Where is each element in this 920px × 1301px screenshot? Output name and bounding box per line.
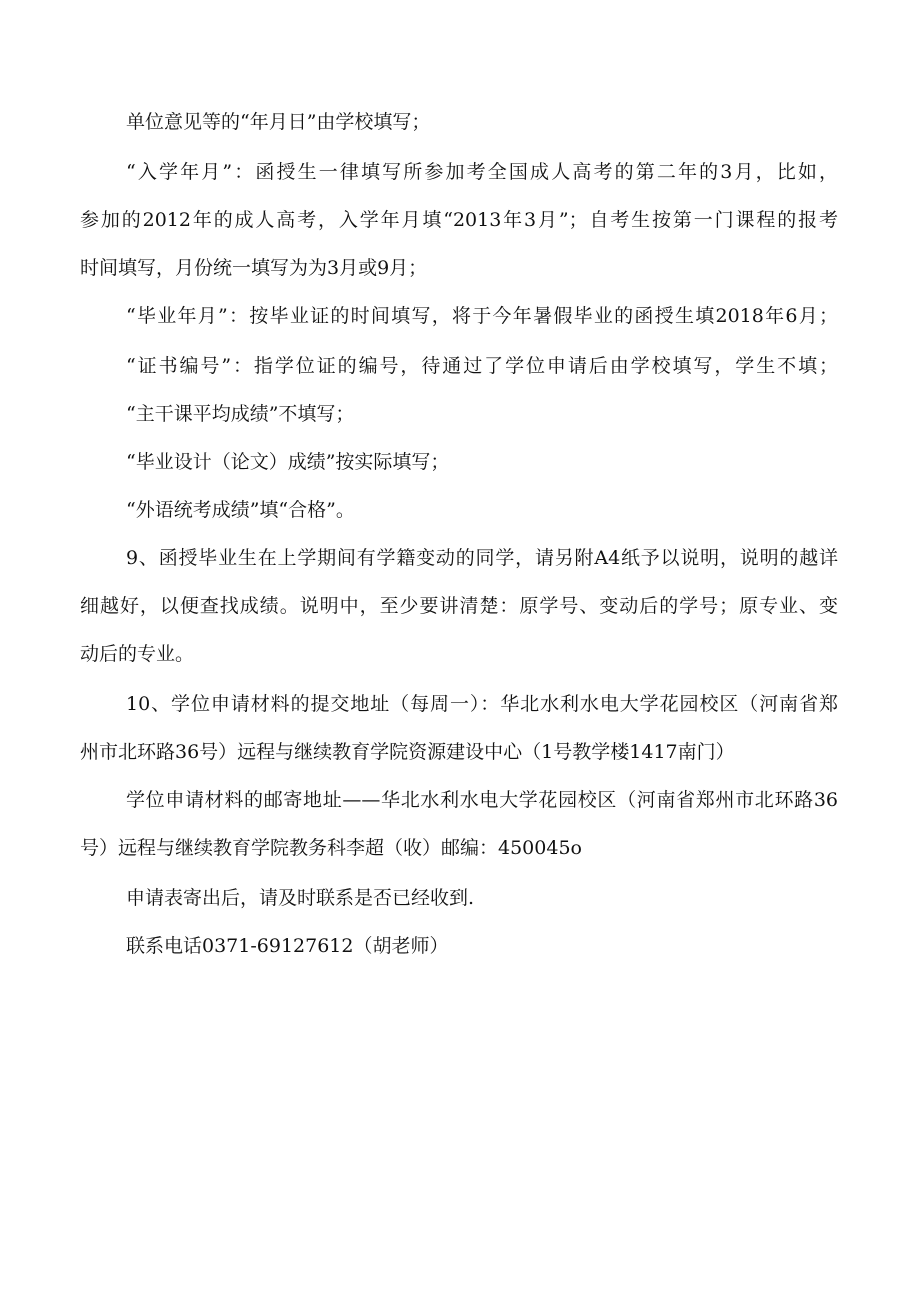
text-line: 学位申请材料的邮寄地址——华北水利水电大学花园校区（河南省郑州市北环路36 xyxy=(126,789,838,811)
text-line: 细越好，以便查找成绩。说明中，至少要讲清楚：原学号、变动后的学号；原专业、变 xyxy=(80,595,838,617)
text-line: “证书编号”：指学位证的编号，待通过了学位申请后由学校填写，学生不填； xyxy=(126,355,838,377)
text-line: 10、学位申请材料的提交地址（每周一）：华北水利水电大学花园校区（河南省郑 xyxy=(126,693,838,715)
text-line: 申请表寄出后，请及时联系是否已经收到. xyxy=(126,887,475,909)
text-line: 联系电话0371-69127612（胡老师） xyxy=(126,935,449,957)
text-line: 时间填写，月份统一填写为为3月或9月； xyxy=(80,257,428,279)
text-line: “毕业年月”：按毕业证的时间填写，将于今年暑假毕业的函授生填2018年6月； xyxy=(126,305,838,327)
text-line: 9、函授毕业生在上学期间有学籍变动的同学，请另附A4纸予以说明，说明的越详 xyxy=(126,547,838,569)
text-line: “外语统考成绩”填“合格”。 xyxy=(126,499,355,521)
text-line: 动后的专业。 xyxy=(80,643,195,665)
text-line: 州市北环路36号）远程与继续教育学院资源建设中心（1号教学楼1417南门） xyxy=(80,741,735,763)
text-line: 参加的2012年的成人高考，入学年月填“2013年3月”；自考生按第一门课程的报考 xyxy=(80,209,838,231)
text-line: 单位意见等的“年月日”由学校填写； xyxy=(126,111,431,133)
text-line: “毕业设计（论文）成绩”按实际填写； xyxy=(126,451,450,473)
text-line: “入学年月”：函授生一律填写所参加考全国成人高考的第二年的3月，比如， xyxy=(126,161,838,183)
text-line: “主干课平均成绩”不填写； xyxy=(126,403,355,425)
text-line: 号）远程与继续教育学院教务科李超（收）邮编：450045o xyxy=(80,837,582,859)
